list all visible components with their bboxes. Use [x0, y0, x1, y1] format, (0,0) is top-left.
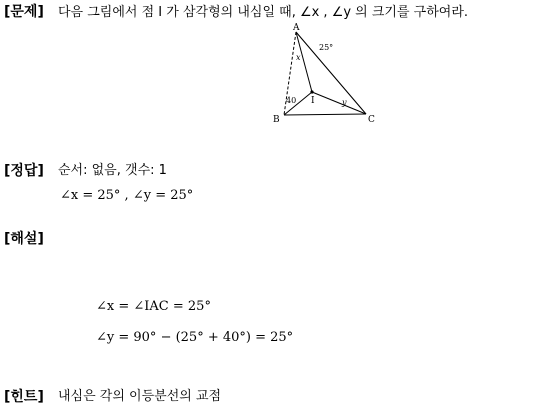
label-angle-x: x — [296, 53, 301, 62]
label-a: A — [293, 23, 300, 33]
label-angle-y: y — [342, 98, 347, 107]
hint-text: 내심은 각의 이등분선의 교점 — [58, 389, 222, 404]
label-i: I — [311, 96, 315, 106]
triangle-figure — [268, 22, 380, 126]
explanation-line-2: ∠y = 90° − (25° + 40°) = 25° — [96, 330, 294, 345]
label-b: B — [273, 115, 280, 125]
hint-label: [힌트] — [4, 389, 44, 405]
label-angle-25: 25° — [319, 43, 334, 52]
explanation-line-1: ∠x = ∠IAC = 25° — [96, 299, 211, 314]
answer-meta: 순서: 없음, 갯수: 1 — [58, 163, 167, 178]
incenter-point — [310, 90, 313, 93]
bisector-ci — [312, 92, 366, 114]
answer-value: ∠x = 25° , ∠y = 25° — [60, 188, 194, 203]
explanation-label: [해설] — [4, 231, 44, 247]
side-bc — [284, 114, 366, 115]
label-c: C — [368, 115, 375, 125]
problem-label: [문제] — [4, 4, 44, 20]
answer-label: [정답] — [4, 163, 44, 179]
label-angle-40: 40 — [286, 96, 297, 105]
problem-text: 다음 그림에서 점 I 가 삼각형의 내심일 때, ∠x , ∠y 의 크기를 구하여라. — [58, 5, 469, 20]
